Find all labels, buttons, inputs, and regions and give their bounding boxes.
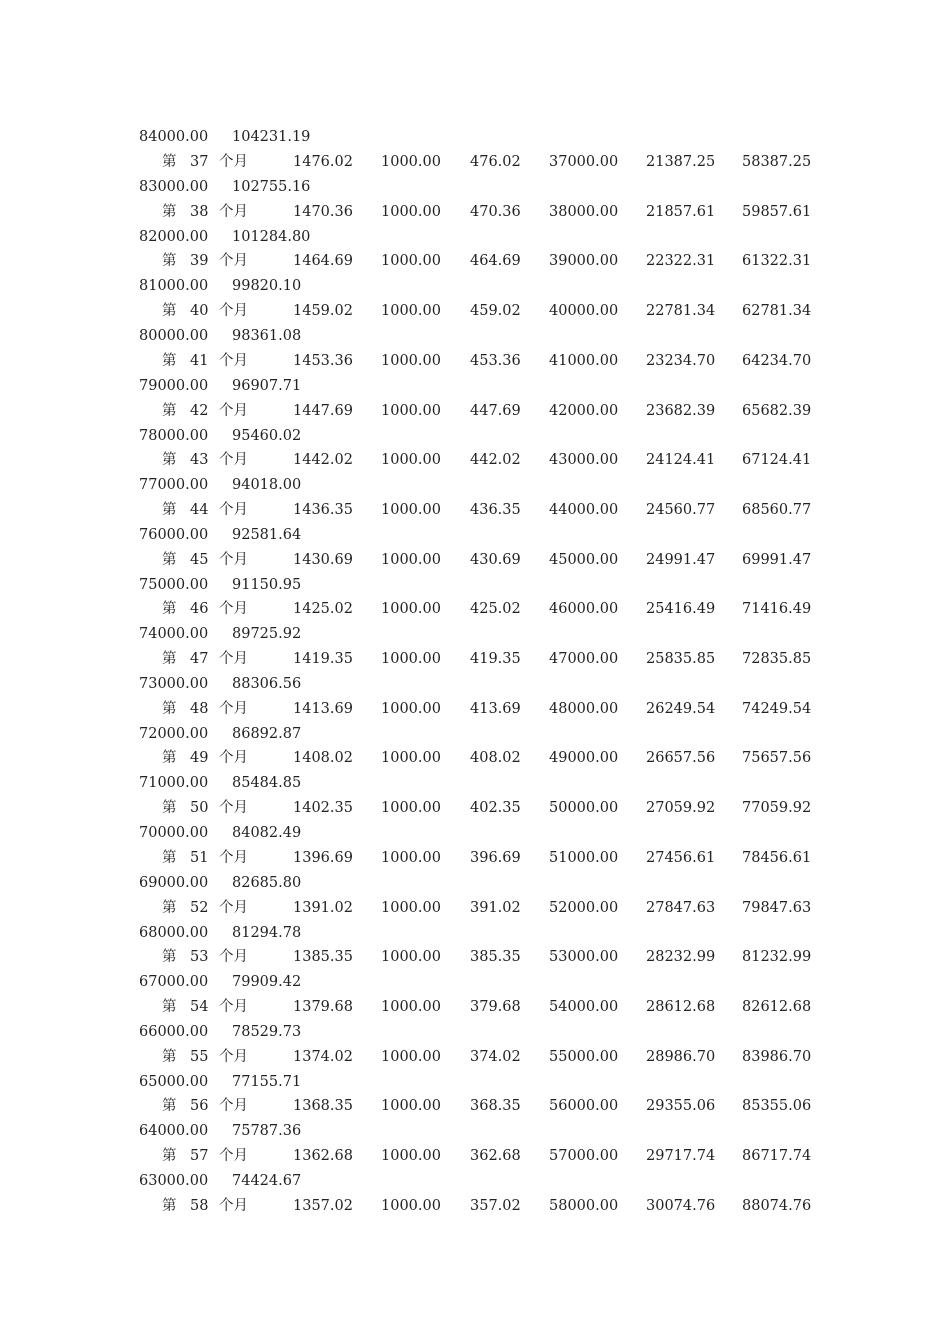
remaining-total: 75787.36 [232, 1123, 302, 1140]
monthly-interest: 453.36 [470, 352, 521, 369]
monthly-interest: 459.02 [470, 303, 521, 320]
remaining-principal: 80000.00 [139, 328, 209, 345]
month-number: 38 [190, 203, 209, 220]
monthly-payment: 1368.35 [293, 1098, 353, 1115]
month-number: 54 [190, 998, 209, 1015]
cumulative-principal: 40000.00 [549, 303, 619, 320]
month-prefix: 第 [162, 402, 177, 419]
cumulative-total: 65682.39 [742, 402, 812, 419]
monthly-payment: 1419.35 [293, 651, 353, 667]
remaining-total: 102755.16 [232, 179, 311, 195]
cumulative-interest: 25416.49 [646, 601, 716, 618]
monthly-interest: 374.02 [470, 1048, 521, 1065]
month-number: 56 [190, 1098, 209, 1115]
cumulative-principal: 56000.00 [549, 1098, 619, 1115]
cumulative-total: 72835.85 [742, 651, 812, 667]
cumulative-principal: 55000.00 [549, 1048, 619, 1065]
month-number: 55 [190, 1048, 209, 1065]
monthly-interest: 447.69 [470, 402, 521, 419]
monthly-payment: 1470.36 [293, 203, 353, 220]
cumulative-interest: 26657.56 [646, 750, 716, 767]
month-number: 47 [190, 651, 209, 667]
remaining-total: 104231.19 [232, 129, 311, 145]
month-suffix: 个月 [219, 203, 248, 220]
cumulative-total: 62781.34 [742, 303, 812, 320]
remaining-total: 81294.78 [232, 924, 302, 941]
remaining-principal: 77000.00 [139, 477, 209, 494]
monthly-interest: 402.35 [470, 800, 521, 817]
remaining-principal: 69000.00 [139, 874, 209, 891]
month-prefix: 第 [162, 1197, 177, 1214]
month-suffix: 个月 [219, 1148, 248, 1164]
cumulative-principal: 37000.00 [549, 154, 619, 170]
cumulative-interest: 21387.25 [646, 154, 716, 170]
cumulative-interest: 29355.06 [646, 1098, 716, 1115]
remaining-principal: 82000.00 [139, 228, 209, 245]
cumulative-interest: 23234.70 [646, 352, 716, 369]
monthly-principal: 1000.00 [381, 651, 441, 667]
cumulative-total: 74249.54 [742, 700, 812, 717]
month-prefix: 第 [162, 849, 177, 866]
month-number: 41 [190, 352, 209, 369]
cumulative-interest: 25835.85 [646, 651, 716, 667]
cumulative-principal: 51000.00 [549, 849, 619, 866]
remaining-total: 96907.71 [232, 377, 302, 394]
month-suffix: 个月 [219, 601, 248, 618]
monthly-principal: 1000.00 [381, 452, 441, 469]
month-prefix: 第 [162, 998, 177, 1015]
cumulative-total: 71416.49 [742, 601, 812, 618]
remaining-principal: 71000.00 [139, 775, 209, 792]
cumulative-total: 79847.63 [742, 899, 812, 916]
remaining-principal: 75000.00 [139, 576, 209, 593]
monthly-interest: 357.02 [470, 1197, 521, 1214]
cumulative-interest: 26249.54 [646, 700, 716, 717]
remaining-total: 91150.95 [232, 576, 302, 593]
cumulative-total: 81232.99 [742, 949, 812, 966]
month-number: 53 [190, 949, 209, 966]
remaining-total: 95460.02 [232, 427, 302, 444]
monthly-interest: 391.02 [470, 899, 521, 916]
month-prefix: 第 [162, 1098, 177, 1115]
monthly-interest: 442.02 [470, 452, 521, 469]
remaining-principal: 83000.00 [139, 179, 209, 195]
monthly-payment: 1453.36 [293, 352, 353, 369]
monthly-principal: 1000.00 [381, 750, 441, 767]
month-prefix: 第 [162, 1148, 177, 1164]
cumulative-interest: 28612.68 [646, 998, 716, 1015]
monthly-interest: 436.35 [470, 501, 521, 518]
monthly-payment: 1408.02 [293, 750, 353, 767]
cumulative-interest: 23682.39 [646, 402, 716, 419]
month-suffix: 个月 [219, 551, 248, 568]
month-prefix: 第 [162, 352, 177, 369]
month-suffix: 个月 [219, 253, 248, 270]
month-number: 46 [190, 601, 209, 618]
monthly-principal: 1000.00 [381, 402, 441, 419]
month-number: 48 [190, 700, 209, 717]
remaining-total: 98361.08 [232, 328, 302, 345]
monthly-payment: 1476.02 [293, 154, 353, 170]
month-prefix: 第 [162, 899, 177, 916]
month-suffix: 个月 [219, 998, 248, 1015]
month-suffix: 个月 [219, 899, 248, 916]
remaining-principal: 66000.00 [139, 1023, 209, 1040]
monthly-payment: 1357.02 [293, 1197, 353, 1214]
remaining-principal: 67000.00 [139, 974, 209, 991]
remaining-principal: 79000.00 [139, 377, 209, 394]
month-suffix: 个月 [219, 303, 248, 320]
remaining-principal: 65000.00 [139, 1073, 209, 1090]
monthly-principal: 1000.00 [381, 899, 441, 916]
monthly-interest: 396.69 [470, 849, 521, 866]
month-suffix: 个月 [219, 849, 248, 866]
monthly-principal: 1000.00 [381, 154, 441, 170]
cumulative-interest: 28986.70 [646, 1048, 716, 1065]
month-suffix: 个月 [219, 651, 248, 667]
monthly-payment: 1396.69 [293, 849, 353, 866]
cumulative-interest: 24991.47 [646, 551, 716, 568]
month-suffix: 个月 [219, 452, 248, 469]
cumulative-interest: 27847.63 [646, 899, 716, 916]
month-number: 39 [190, 253, 209, 270]
cumulative-total: 78456.61 [742, 849, 812, 866]
monthly-principal: 1000.00 [381, 253, 441, 270]
monthly-principal: 1000.00 [381, 1048, 441, 1065]
month-prefix: 第 [162, 651, 177, 667]
month-suffix: 个月 [219, 1197, 248, 1214]
remaining-total: 77155.71 [232, 1073, 302, 1090]
monthly-interest: 425.02 [470, 601, 521, 618]
monthly-principal: 1000.00 [381, 1148, 441, 1164]
month-number: 49 [190, 750, 209, 767]
month-number: 43 [190, 452, 209, 469]
cumulative-principal: 52000.00 [549, 899, 619, 916]
remaining-total: 85484.85 [232, 775, 302, 792]
remaining-principal: 68000.00 [139, 924, 209, 941]
month-prefix: 第 [162, 601, 177, 618]
monthly-payment: 1413.69 [293, 700, 353, 717]
remaining-principal: 64000.00 [139, 1123, 209, 1140]
month-suffix: 个月 [219, 402, 248, 419]
cumulative-principal: 48000.00 [549, 700, 619, 717]
monthly-interest: 470.36 [470, 203, 521, 220]
cumulative-principal: 54000.00 [549, 998, 619, 1015]
cumulative-interest: 30074.76 [646, 1197, 716, 1214]
monthly-payment: 1430.69 [293, 551, 353, 568]
monthly-interest: 408.02 [470, 750, 521, 767]
month-suffix: 个月 [219, 700, 248, 717]
monthly-principal: 1000.00 [381, 1197, 441, 1214]
month-number: 40 [190, 303, 209, 320]
cumulative-interest: 29717.74 [646, 1148, 716, 1164]
cumulative-principal: 42000.00 [549, 402, 619, 419]
cumulative-principal: 43000.00 [549, 452, 619, 469]
month-prefix: 第 [162, 203, 177, 220]
cumulative-interest: 27456.61 [646, 849, 716, 866]
month-prefix: 第 [162, 949, 177, 966]
monthly-interest: 430.69 [470, 551, 521, 568]
cumulative-principal: 47000.00 [549, 651, 619, 667]
monthly-principal: 1000.00 [381, 601, 441, 618]
month-number: 52 [190, 899, 209, 916]
monthly-principal: 1000.00 [381, 949, 441, 966]
cumulative-total: 88074.76 [742, 1197, 812, 1214]
remaining-principal: 70000.00 [139, 825, 209, 842]
monthly-payment: 1464.69 [293, 253, 353, 270]
monthly-principal: 1000.00 [381, 303, 441, 320]
cumulative-total: 77059.92 [742, 800, 812, 817]
cumulative-principal: 41000.00 [549, 352, 619, 369]
monthly-interest: 419.35 [470, 651, 521, 667]
month-suffix: 个月 [219, 1098, 248, 1115]
remaining-principal: 74000.00 [139, 626, 209, 643]
remaining-total: 88306.56 [232, 676, 302, 692]
cumulative-interest: 22781.34 [646, 303, 716, 320]
cumulative-total: 82612.68 [742, 998, 812, 1015]
monthly-interest: 379.68 [470, 998, 521, 1015]
monthly-principal: 1000.00 [381, 352, 441, 369]
remaining-principal: 81000.00 [139, 278, 209, 295]
remaining-total: 101284.80 [232, 228, 311, 245]
remaining-total: 89725.92 [232, 626, 302, 643]
monthly-payment: 1425.02 [293, 601, 353, 618]
remaining-principal: 72000.00 [139, 725, 209, 742]
monthly-payment: 1459.02 [293, 303, 353, 320]
monthly-principal: 1000.00 [381, 551, 441, 568]
month-prefix: 第 [162, 800, 177, 817]
monthly-interest: 368.35 [470, 1098, 521, 1115]
month-suffix: 个月 [219, 1048, 248, 1065]
month-number: 42 [190, 402, 209, 419]
monthly-interest: 464.69 [470, 253, 521, 270]
cumulative-principal: 53000.00 [549, 949, 619, 966]
remaining-total: 99820.10 [232, 278, 302, 295]
monthly-interest: 476.02 [470, 154, 521, 170]
month-prefix: 第 [162, 452, 177, 469]
remaining-total: 79909.42 [232, 974, 302, 991]
cumulative-principal: 50000.00 [549, 800, 619, 817]
remaining-total: 74424.67 [232, 1173, 302, 1189]
remaining-principal: 63000.00 [139, 1173, 209, 1189]
month-suffix: 个月 [219, 501, 248, 518]
month-number: 37 [190, 154, 209, 170]
monthly-principal: 1000.00 [381, 203, 441, 220]
cumulative-interest: 22322.31 [646, 253, 716, 270]
remaining-total: 94018.00 [232, 477, 302, 494]
cumulative-principal: 58000.00 [549, 1197, 619, 1214]
cumulative-interest: 27059.92 [646, 800, 716, 817]
cumulative-interest: 24124.41 [646, 452, 716, 469]
monthly-principal: 1000.00 [381, 700, 441, 717]
month-prefix: 第 [162, 154, 177, 170]
month-number: 58 [190, 1197, 209, 1214]
monthly-payment: 1362.68 [293, 1148, 353, 1164]
monthly-principal: 1000.00 [381, 800, 441, 817]
monthly-payment: 1391.02 [293, 899, 353, 916]
month-prefix: 第 [162, 303, 177, 320]
cumulative-principal: 44000.00 [549, 501, 619, 518]
monthly-payment: 1385.35 [293, 949, 353, 966]
month-prefix: 第 [162, 551, 177, 568]
monthly-interest: 362.68 [470, 1148, 521, 1164]
cumulative-principal: 38000.00 [549, 203, 619, 220]
cumulative-total: 68560.77 [742, 501, 812, 518]
cumulative-total: 61322.31 [742, 253, 812, 270]
remaining-total: 78529.73 [232, 1023, 302, 1040]
cumulative-total: 83986.70 [742, 1048, 812, 1065]
remaining-total: 86892.87 [232, 725, 302, 742]
month-suffix: 个月 [219, 750, 248, 767]
cumulative-total: 85355.06 [742, 1098, 812, 1115]
monthly-interest: 413.69 [470, 700, 521, 717]
monthly-interest: 385.35 [470, 949, 521, 966]
remaining-total: 82685.80 [232, 874, 302, 891]
remaining-principal: 78000.00 [139, 427, 209, 444]
cumulative-total: 58387.25 [742, 154, 812, 170]
remaining-total: 92581.64 [232, 526, 302, 543]
cumulative-total: 67124.41 [742, 452, 812, 469]
monthly-payment: 1447.69 [293, 402, 353, 419]
monthly-principal: 1000.00 [381, 998, 441, 1015]
monthly-principal: 1000.00 [381, 501, 441, 518]
month-number: 57 [190, 1148, 209, 1164]
cumulative-interest: 21857.61 [646, 203, 716, 220]
monthly-payment: 1374.02 [293, 1048, 353, 1065]
cumulative-principal: 49000.00 [549, 750, 619, 767]
cumulative-principal: 46000.00 [549, 601, 619, 618]
cumulative-principal: 45000.00 [549, 551, 619, 568]
cumulative-principal: 57000.00 [549, 1148, 619, 1164]
month-prefix: 第 [162, 253, 177, 270]
cumulative-total: 69991.47 [742, 551, 812, 568]
month-suffix: 个月 [219, 352, 248, 369]
cumulative-total: 75657.56 [742, 750, 812, 767]
remaining-principal: 76000.00 [139, 526, 209, 543]
monthly-payment: 1436.35 [293, 501, 353, 518]
cumulative-total: 64234.70 [742, 352, 812, 369]
cumulative-interest: 28232.99 [646, 949, 716, 966]
monthly-payment: 1379.68 [293, 998, 353, 1015]
month-suffix: 个月 [219, 800, 248, 817]
monthly-payment: 1442.02 [293, 452, 353, 469]
remaining-principal: 84000.00 [139, 129, 209, 145]
monthly-payment: 1402.35 [293, 800, 353, 817]
monthly-principal: 1000.00 [381, 849, 441, 866]
month-number: 51 [190, 849, 209, 866]
remaining-total: 84082.49 [232, 825, 302, 842]
month-prefix: 第 [162, 1048, 177, 1065]
month-number: 45 [190, 551, 209, 568]
cumulative-principal: 39000.00 [549, 253, 619, 270]
cumulative-interest: 24560.77 [646, 501, 716, 518]
month-prefix: 第 [162, 750, 177, 767]
month-prefix: 第 [162, 501, 177, 518]
month-suffix: 个月 [219, 154, 248, 170]
remaining-principal: 73000.00 [139, 676, 209, 692]
month-suffix: 个月 [219, 949, 248, 966]
month-prefix: 第 [162, 700, 177, 717]
month-number: 50 [190, 800, 209, 817]
cumulative-total: 59857.61 [742, 203, 812, 220]
monthly-principal: 1000.00 [381, 1098, 441, 1115]
cumulative-total: 86717.74 [742, 1148, 812, 1164]
month-number: 44 [190, 501, 209, 518]
